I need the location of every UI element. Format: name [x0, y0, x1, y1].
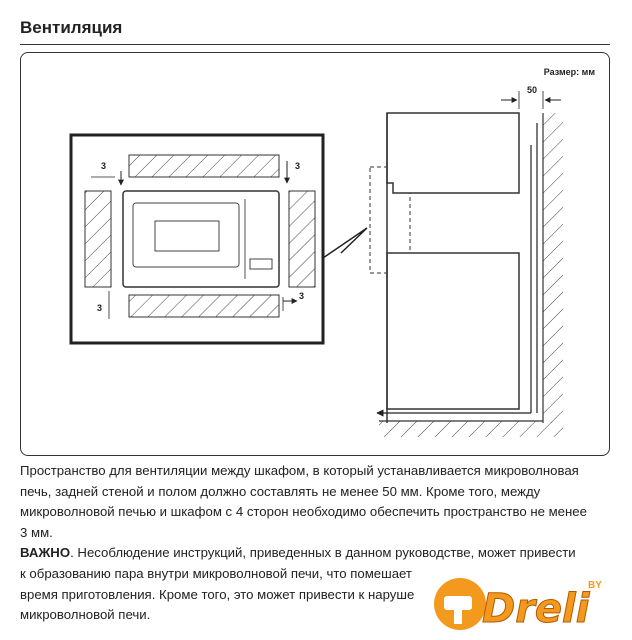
left-hatch	[85, 191, 111, 287]
warning-line: время приготовления. Кроме того, это может привести к наруше	[20, 586, 415, 602]
gap-label-top-left: 3	[101, 161, 107, 171]
warning-line	[20, 543, 612, 564]
lower-cabinet	[387, 253, 519, 409]
upper-cabinet	[387, 113, 519, 193]
ventilation-diagram	[20, 52, 610, 456]
warning-label: ВАЖНО	[20, 545, 71, 561]
warning-text: . Несоблюдение инструкций, приведенных в данном руководстве, может привести	[70, 545, 576, 561]
right-hatch	[289, 191, 315, 287]
title-divider	[20, 44, 610, 45]
brand-name: Dreli	[482, 586, 590, 632]
size-label: Размер: мм	[543, 67, 595, 77]
brand-by: BY	[588, 580, 602, 591]
microwave	[123, 191, 279, 287]
dreli-watermark	[430, 570, 630, 640]
paragraph-line: 3 мм.	[20, 524, 53, 540]
paragraph-line: печь, задней стеной и полом должно составлять не менее 50 мм. Кроме того, между	[20, 483, 541, 499]
clearance-label: 50	[527, 85, 538, 95]
paragraph-line: микроволновой печью и шкафом с 4 сторон необходимо обеспечить пространство не менее	[20, 504, 587, 520]
back-wall	[543, 113, 563, 423]
gap-label-bottom-right: 3	[299, 291, 305, 301]
page-title: Вентиляция	[20, 18, 123, 37]
top-hatch	[129, 155, 279, 177]
gap-label-bottom-left: 3	[97, 303, 103, 313]
callout-arrow	[323, 228, 367, 258]
warning-line: микроволновой печи.	[20, 607, 151, 623]
gap-label-top-right: 3	[295, 161, 301, 171]
paragraph-line: Пространство для вентиляции между шкафом, в который устанавливается микроволновая	[20, 463, 579, 478]
floor	[379, 421, 563, 437]
diagram-svg	[21, 53, 611, 457]
bottom-hatch	[129, 295, 279, 317]
warning-line: к образованию пара внутри микроволновой печи, что помешает	[20, 565, 412, 581]
